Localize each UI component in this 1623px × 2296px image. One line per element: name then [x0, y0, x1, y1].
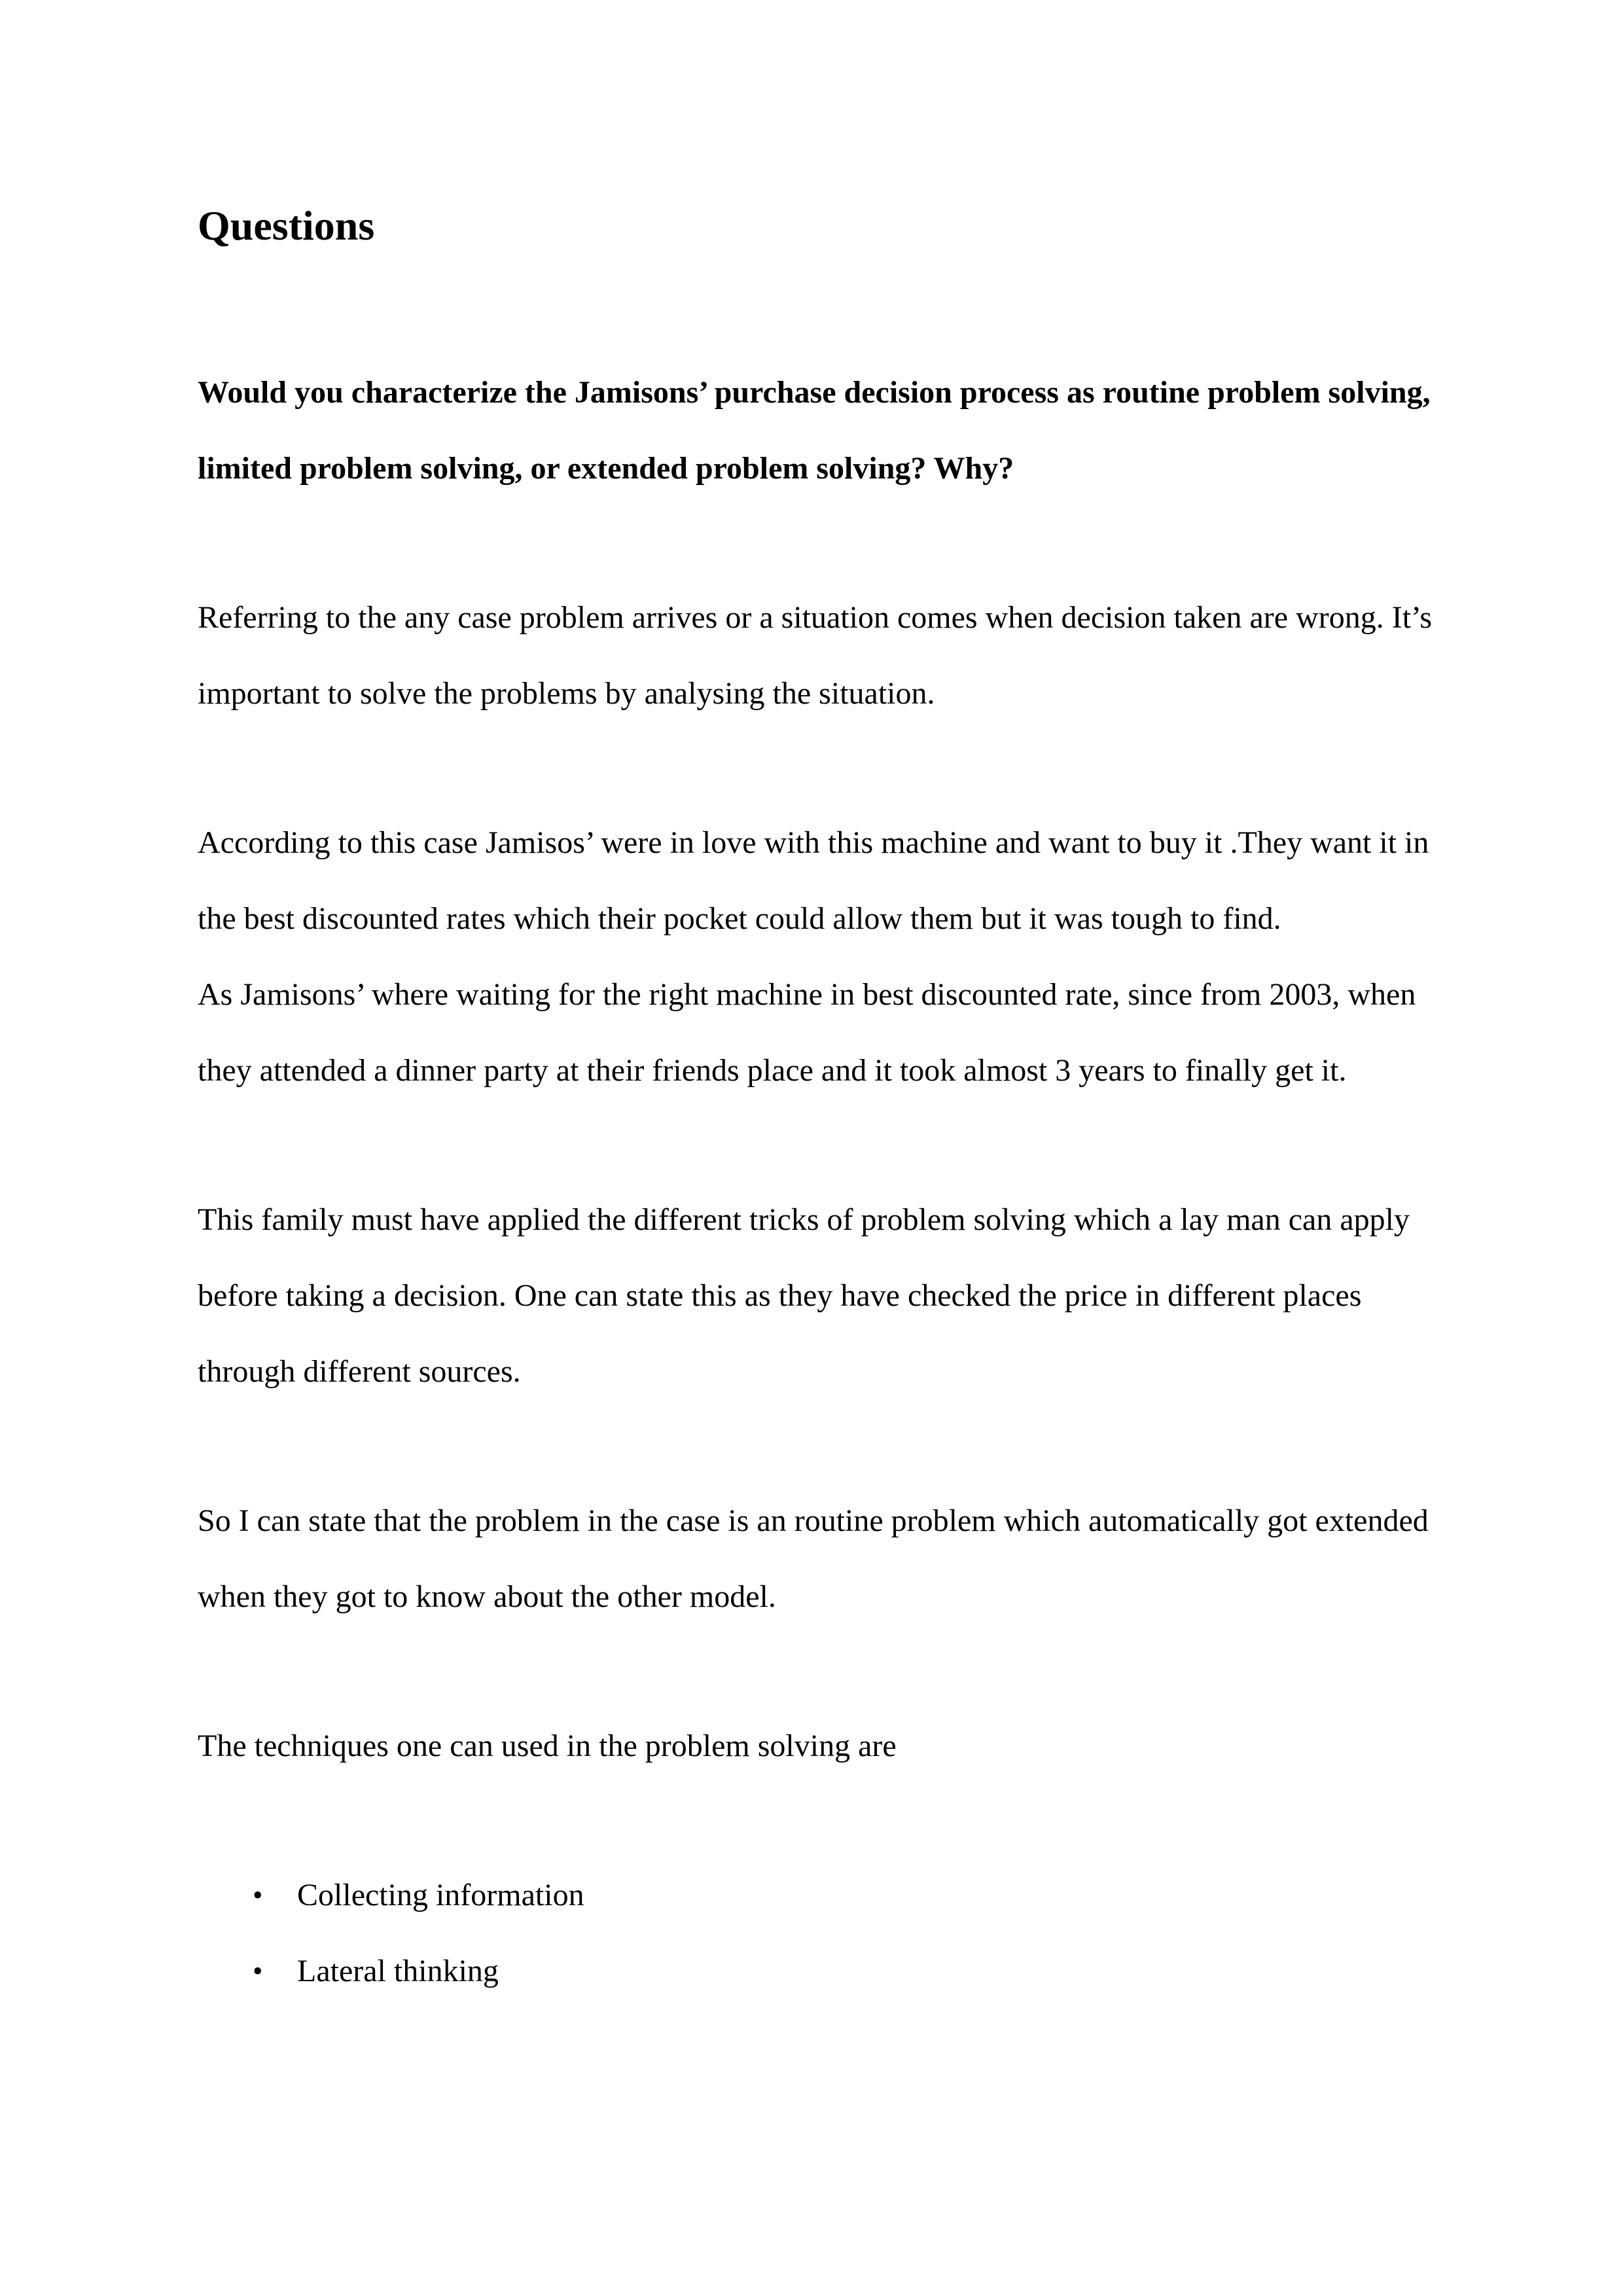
bullet-icon: • [253, 1955, 263, 1987]
paragraph-routine-problem: So I can state that the problem in the case is an routine problem which automatically got extended when they got to know about the other model. [198, 1503, 1429, 1614]
paragraph-techniques: The techniques one can used in the problem solving are [198, 1729, 897, 1763]
list-item-label: Collecting information [297, 1878, 584, 1912]
bullet-icon: • [253, 1879, 263, 1911]
list-item [198, 1933, 1441, 2009]
paragraph-jamisons-waiting: As Jamisons’ where waiting for the right machine in best discounted rate, since from 2003, when they attended a dinner party at their friends place and it took almost 3 years to finally get it. [198, 977, 1416, 1088]
paragraph-referring: Referring to the any case problem arrives or a situation comes when decision taken are wrong. It’s important to solve the problems by analysing the situation. [198, 600, 1433, 711]
list-item [198, 1857, 1441, 1933]
page-title: Questions [198, 202, 375, 249]
techniques-list [198, 1857, 1441, 2009]
paragraph-according: According to this case Jamisos’ were in love with this machine and want to buy it .They want it in the best discounted rates which their pocket could allow them but it was tough to find. [198, 825, 1429, 936]
paragraph-family: This family must have applied the different tricks of problem solving which a lay man can apply before taking a decision. One can state this as they have checked the price in different places through different sources. [198, 1202, 1410, 1389]
document-body [198, 196, 1441, 2009]
question-text: Would you characterize the Jamisons’ purchase decision process as routine problem solving, limited problem solving, or extended problem solving? Why? [198, 375, 1431, 486]
list-item-label: Lateral thinking [297, 1954, 499, 1988]
